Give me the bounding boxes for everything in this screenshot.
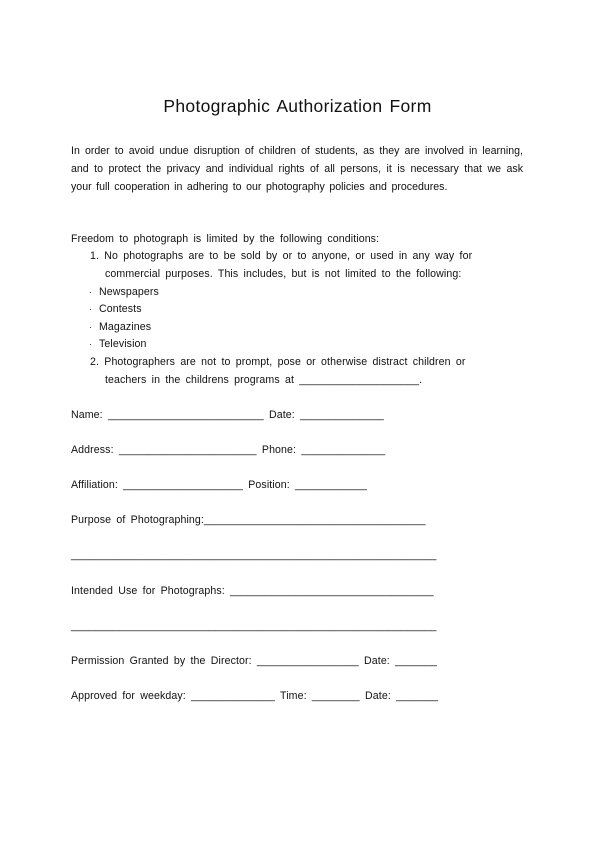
bullet-label: Contests [99,303,142,315]
intended-use-field[interactable]: Intended Use for Photographs: __________________________________ [71,585,434,597]
affiliation-position-field[interactable]: Affiliation: ____________________ Position: ____________ [71,479,367,491]
intro-paragraph: In order to avoid undue disruption of children of students, as they are involved in learning, and to protect the privacy and individual rights of all persons, it is necessary that we ask your full cooperation in adhering to our photography policies and procedures. [71,145,523,193]
bullet-item-magazines [89,321,151,333]
bullet-dot: · [89,287,93,297]
bullet-label: Magazines [99,321,152,333]
bullet-item-newspapers [89,286,159,298]
intended-use-continuation-line[interactable]: _____________________________________________________________ [71,620,437,632]
conditions-heading: Freedom to photograph is limited by the following conditions: [71,233,380,245]
purpose-continuation-line[interactable]: _____________________________________________________________ [71,549,437,561]
condition-1-line-1: 1. No photographs are to be sold by or to anyone, or used in any way for [90,250,473,262]
condition-2-line-2: teachers in the childrens programs at ____________________. [105,374,423,386]
bullet-label: Television [99,338,147,350]
condition-1-line-2: commercial purposes. This includes, but is not limited to the following: [105,268,462,280]
bullet-dot: · [89,339,93,349]
permission-field[interactable]: Permission Granted by the Director: _________________ Date: _______ [71,655,438,667]
bullet-item-contests [89,303,142,315]
name-date-field[interactable]: Name: __________________________ Date: ______________ [71,409,384,421]
condition-2-line-1: 2. Photographers are not to prompt, pose or otherwise distract children or [90,356,466,368]
form-title: Photographic Authorization Form [163,96,432,116]
address-phone-field[interactable]: Address: _______________________ Phone: ______________ [71,444,386,456]
approved-field[interactable]: Approved for weekday: ______________ Time: ________ Date: _______ [71,690,439,702]
bullet-label: Newspapers [99,286,159,298]
purpose-field[interactable]: Purpose of Photographing:_____________________________________ [71,514,426,526]
bullet-dot: · [89,322,93,332]
bullet-item-television [89,338,147,350]
bullet-dot: · [89,304,93,314]
